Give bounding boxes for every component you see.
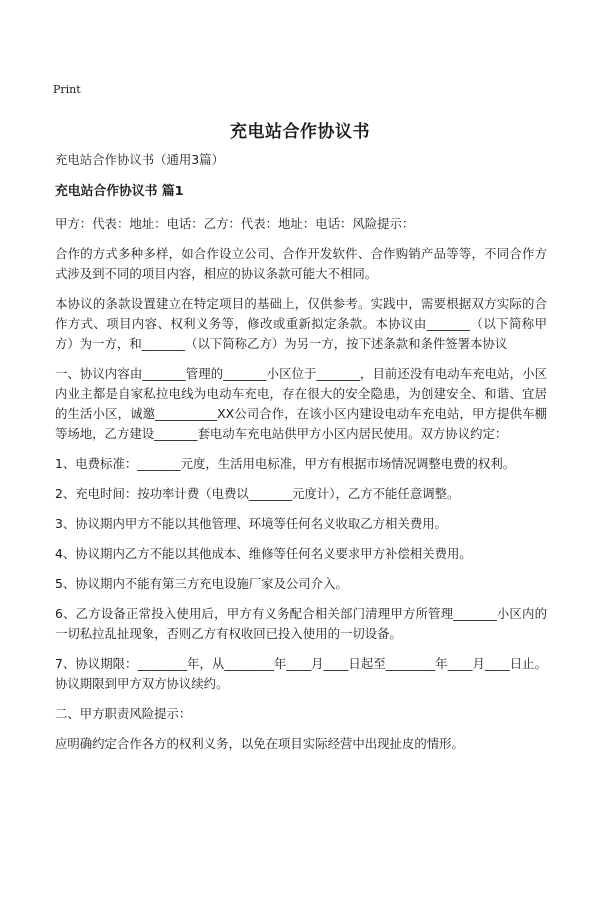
clause-4-party-b-compensation: 4、协议期内乙方不能以其他成本、维修等任何名义要求甲方补偿相关费用。 xyxy=(55,546,472,561)
parties-line: 甲方：代表：地址：电话：乙方：代表：地址：电话：风险提示： xyxy=(55,216,415,231)
clause-agreement-content: 一、协议内容由_______管理的_______小区位于_______，目前还没有电动车充电站，小区内业主都是自家私拉电线为电动车充电，存在很大的安全隐患，为创建安全、和谐、宜居的生活小区，诚邀__________XX公司合作，在该小区内建设电动车充电站，甲方提供车棚等场地，乙方建设_______套电动车充电站供甲方小区内居民使用。双方协议约定： xyxy=(55,366,547,441)
clause-5-third-party: 5、协议期内不能有第三方充电设施厂家及公司介入。 xyxy=(55,576,348,591)
section-heading: 充电站合作协议书 篇1 xyxy=(55,184,184,199)
clause-7-term: 7、协议期限：________年，从________年____月____日起至________年____月____日止。协议期限到甲方双方协议续约。 xyxy=(55,656,547,691)
document-title: 充电站合作协议书 xyxy=(230,122,370,142)
clause-6-equipment-use: 6、乙方设备正常投入使用后，甲方有义务配合相关部门清理甲方所管理_______小区内的一切私拉乱扯现象，否则乙方有权收回已投入使用的一切设备。 xyxy=(55,606,547,641)
clause-2-charging-time: 2、充电时间：按功率计费（电费以_______元度计），乙方不能任意调整。 xyxy=(55,486,460,501)
print-label: Print xyxy=(53,83,81,96)
document-subtitle: 充电站合作协议书（通用3篇） xyxy=(55,152,224,167)
clause-1-electricity-rate: 1、电费标准：_______元度，生活用电标准，甲方有根据市场情况调整电费的权利。 xyxy=(55,456,516,471)
party-a-duties-heading: 二、甲方职责风险提示： xyxy=(55,706,192,721)
document-body xyxy=(55,150,547,764)
clause-3-party-a-fees: 3、协议期内甲方不能以其他管理、环境等任何名义收取乙方相关费用。 xyxy=(55,516,447,531)
rights-obligations-note: 应明确约定合作各方的权利义务，以免在项目实际经营中出现扯皮的情形。 xyxy=(55,736,464,751)
agreement-basis-paragraph: 本协议的条款设置建立在特定项目的基础上，仅供参考。实践中，需要根据双方实际的合作方式、项目内容、权利义务等，修改或重新拟定条款。本协议由_______（以下简称甲方）为一方，和_______（以下简称乙方）为另一方，按下述条款和条件签署本协议 xyxy=(55,296,547,351)
cooperation-intro-paragraph: 合作的方式多种多样，如合作设立公司、合作开发软件、合作购销产品等等，不同合作方式涉及到不同的项目内容，相应的协议条款可能大不相同。 xyxy=(55,246,547,281)
